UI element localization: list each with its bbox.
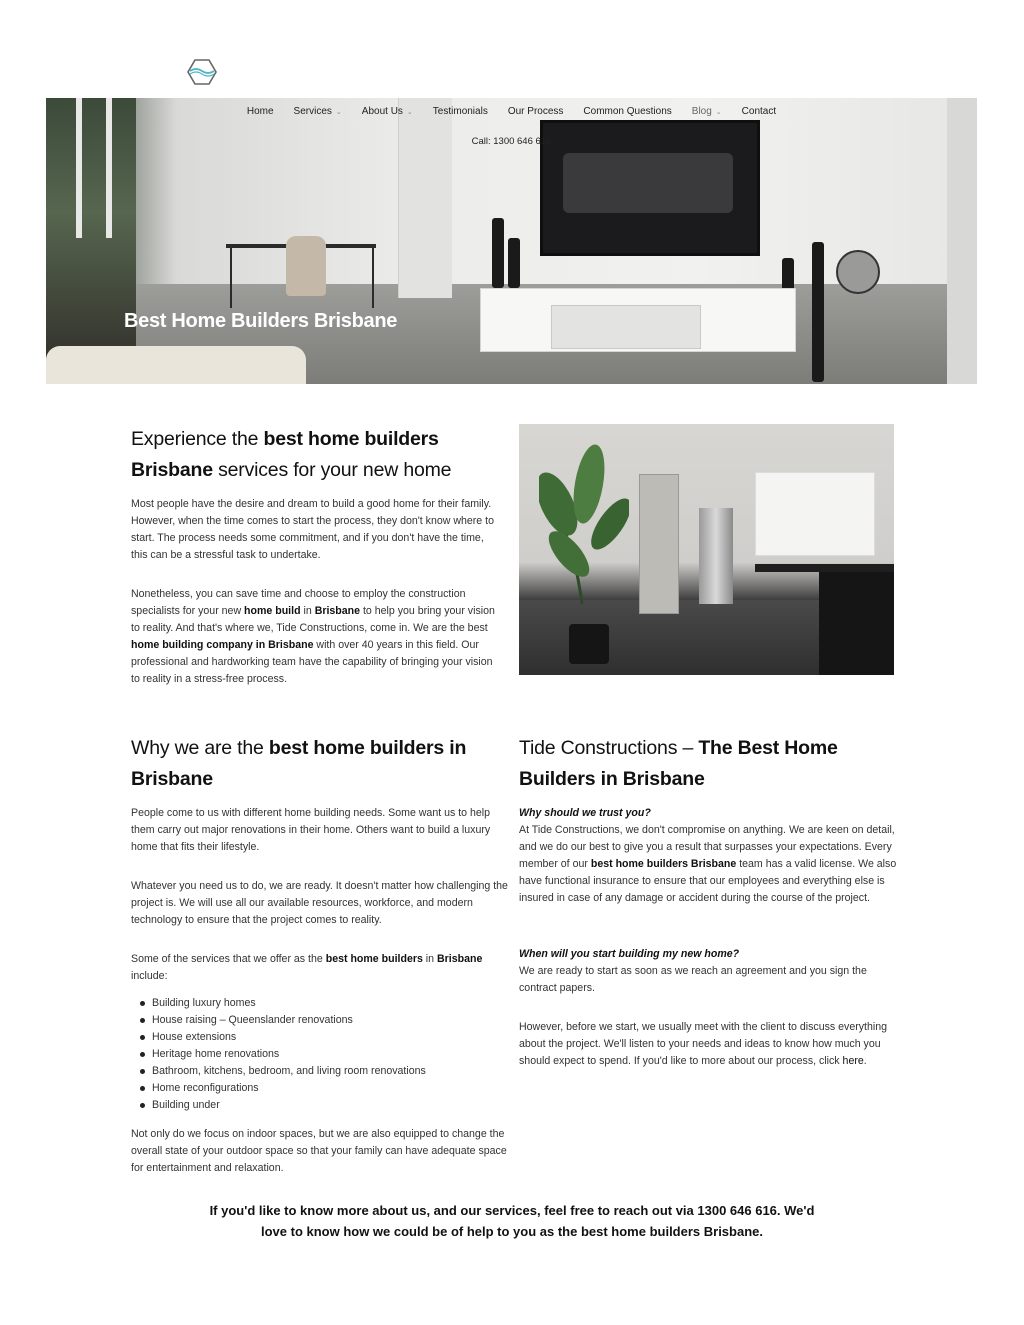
- faq-question-start: When will you start building my new home?: [519, 948, 740, 960]
- list-item: Bathroom, kitchens, bedroom, and living room renovations: [131, 1063, 509, 1080]
- nav-label: Contact: [741, 106, 777, 117]
- text: However, before we start, we usually meet with the client to discuss everything about the project. We'll listen to your needs and ideas to know how much you should expect to spend. If you'd like to more about our process, click: [519, 1021, 888, 1067]
- section-experience-paragraph-1: Most people have the desire and dream to build a good home for their family. However, when the time comes to start the process, they don't know where to start. The process needs some commitment, and if you don't have the time, this can be a stressful task to undertake.: [131, 498, 494, 561]
- faq-answer-start: We are ready to start as soon as we reach an agreement and you sign the contract papers.: [519, 965, 867, 994]
- bold-text: Brisbane: [437, 953, 483, 965]
- text: team has a valid license. We also have functional insurance to ensure that our employees and everything else is insured in case of any damage or accident during the course of the project.: [519, 858, 897, 904]
- process-link[interactable]: here: [842, 1055, 864, 1067]
- section-experience-title: [131, 424, 503, 486]
- section-why-us-paragraph-4: Not only do we focus on indoor spaces, but we are also equipped to change the overall state of your outdoor space so that your family can have adequate space for entertainment and relaxation.: [131, 1128, 507, 1174]
- nav-item-our-process[interactable]: [498, 104, 574, 120]
- text: At Tide Constructions, we don't compromise on anything. We are keen on detail, and we do our best to give you a result that surpasses your expectations. Every member of our: [519, 824, 895, 870]
- chevron-down-icon: ⌄: [335, 109, 342, 116]
- text: in: [422, 953, 437, 965]
- bold-text: home build: [244, 605, 301, 617]
- section-why-us-paragraph-1: People come to us with different home building needs. Some want us to help them carry out major renovations in their home. Others want to build a luxury home that fits their lifestyle.: [131, 807, 491, 853]
- hero-sofa: [46, 346, 306, 384]
- nav-item-common-questions[interactable]: [573, 104, 681, 120]
- hero-door: [398, 98, 452, 298]
- hero-banner: [46, 98, 977, 384]
- text: Some of the services that we offer as the: [131, 953, 326, 965]
- bold-text: best home builders Brisbane: [590, 858, 737, 870]
- main-nav: [46, 104, 977, 120]
- nav-label: About Us: [361, 106, 403, 117]
- nav-item-contact[interactable]: [732, 104, 786, 120]
- nav-label: Our Process: [507, 106, 564, 117]
- list-item: Heritage home renovations: [131, 1046, 509, 1063]
- title-bold-text: The Best Home Builders in Brisbane: [519, 737, 838, 790]
- chevron-down-icon: ⌄: [406, 109, 413, 116]
- title-text: services for your new home: [212, 459, 452, 481]
- section-why-us-title: [131, 733, 503, 795]
- text: Nonetheless, you can save time and choose to employ the construction specialists for your new: [131, 588, 466, 617]
- bold-text: Brisbane: [314, 605, 361, 617]
- nav-item-services[interactable]: [284, 104, 352, 120]
- list-item: House raising – Queenslander renovations: [131, 1012, 509, 1029]
- site-logo-icon[interactable]: [186, 58, 218, 86]
- text: .: [863, 1055, 867, 1067]
- text: include:: [131, 970, 168, 982]
- kitchen-photo: [519, 424, 894, 675]
- faq-answer-trust: [519, 822, 899, 907]
- title-bold-text: best home builders in Brisbane: [131, 737, 467, 790]
- nav-label: Blog: [691, 106, 712, 117]
- title-text: Experience the: [131, 428, 264, 450]
- nav-item-home[interactable]: [237, 104, 284, 120]
- nav-item-testimonials[interactable]: [423, 104, 498, 120]
- text: in: [300, 605, 315, 617]
- nav-label: Services: [293, 106, 332, 117]
- title-text: Why we are the: [131, 737, 269, 759]
- section-why-us-paragraph-2: Whatever you need us to do, we are ready. It doesn't matter how challenging the project is. We will use all our available resources, workforce, and modern technology to ensure that the project comes to reality.: [131, 880, 508, 926]
- hero-fan: [836, 250, 880, 294]
- section-tide-paragraph-3: [519, 1019, 899, 1070]
- chevron-down-icon: ⌄: [715, 109, 722, 116]
- text: with over 40 years in this field. Our professional and hardworking team have the capability of bringing your vision to reality in a stress-free process.: [131, 639, 493, 685]
- title-text: Tide Constructions –: [519, 737, 699, 759]
- nav-label: Common Questions: [583, 106, 672, 117]
- section-why-us-paragraph-3: [131, 951, 509, 985]
- call-phone-link[interactable]: Call: 1300 646 616: [471, 136, 552, 147]
- hero-chair: [286, 236, 326, 296]
- list-item: House extensions: [131, 1029, 509, 1046]
- nav-label: Home: [246, 106, 274, 117]
- services-list: [131, 995, 509, 1114]
- hero-tv-cabinet: [480, 288, 796, 352]
- list-item: Building under: [131, 1097, 509, 1114]
- list-item: Home reconfigurations: [131, 1080, 509, 1097]
- contact-cta: If you'd like to know more about us, and our services, feel free to reach out via 1300 646 616. We'd love to know how we could be of help to you as the best home builders Brisbane.: [209, 1203, 815, 1239]
- faq-question-trust: Why should we trust you?: [519, 807, 651, 819]
- title-bold-text: best home builders Brisbane: [131, 428, 439, 481]
- nav-item-about-us[interactable]: [352, 104, 423, 120]
- section-tide-title: [519, 733, 894, 795]
- nav-label: Testimonials: [432, 106, 488, 117]
- hero-title: Best Home Builders Brisbane: [124, 310, 398, 332]
- bold-text: home building company in Brisbane: [131, 639, 314, 651]
- nav-item-blog[interactable]: [682, 104, 732, 120]
- section-experience-paragraph-2: [131, 586, 503, 688]
- text: to help you bring your vision to reality. And that's where we, Tide Constructions, come in. We are the best: [131, 605, 495, 634]
- list-item: Building luxury homes: [131, 995, 509, 1012]
- bold-text: best home builders: [325, 953, 423, 965]
